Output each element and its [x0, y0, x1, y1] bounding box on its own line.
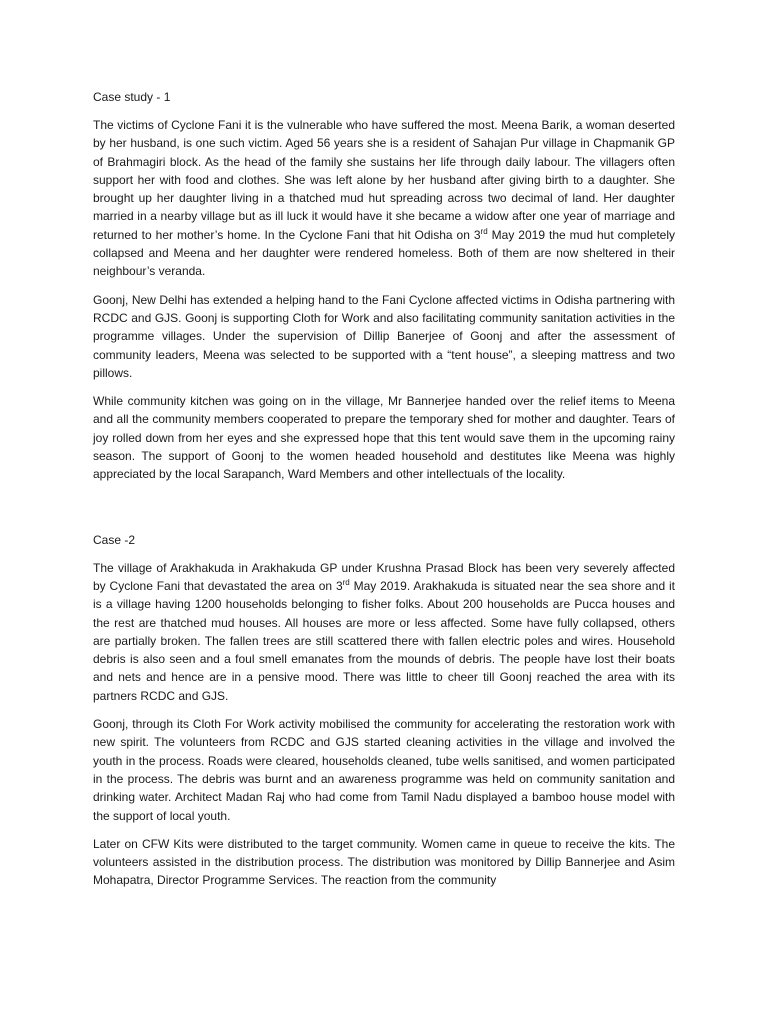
case-study-2-paragraph-1: [93, 559, 675, 705]
document-body: [93, 88, 675, 900]
case-study-2-ordinal-suffix: rd: [342, 577, 350, 587]
case-study-2-heading: Case -2: [93, 532, 136, 547]
case-study-2-paragraph-3: Later on CFW Kits were distributed to the target community. Women came in queue to receive the kits. The volunteers assisted in the distribution process. The distribution was monitored by Dillip Bannerjee and Asim Mohapatra, Director Programme Services. The reaction from the community: [93, 836, 675, 888]
case-study-1-paragraph-1-text-a: The victims of Cyclone Fani it is the vulnerable who have suffered the most. Meena Barik, a woman deserted by her husband, is one such victim. Aged 56 years she is a resident of Sahajan Pur village in Chapmanik GP of Brahmagiri block. As the head of the family she sustains her life through daily labour. The villagers often support her with food and clothes. She was left alone by her husband after giving birth to a daughter. She brought up her daughter living in a thatched mud hut spreading across two decimal of land. Her daughter married in a nearby village but as ill luck it would have it she became a widow after one year of marriage and returned to her mother’s home. In the Cyclone Fani that hit Odisha on 3: [93, 118, 675, 242]
case-study-1: [93, 88, 675, 484]
case-study-2-paragraph-1-text-b: May 2019. Arakhakuda is situated near the sea shore and it is a village having 1200 households belonging to fisher folks. About 200 households are Pucca houses and the rest are thatched mud houses. All houses are more or less affected. Some have fully collapsed, others are partially broken. The fallen trees are still scattered there with fallen electric poles and wires. Household debris is also seen and a foul smell emanates from the mounds of debris. The people have lost their boats and nets and hence are in a pensive mood. There was little to cheer till Goonj reached the area with its partners RCDC and GJS.: [93, 578, 675, 703]
case-study-1-ordinal-suffix: rd: [480, 226, 488, 236]
section-spacer: [93, 494, 675, 531]
case-study-2-paragraph-2: Goonj, through its Cloth For Work activity mobilised the community for accelerating the restoration work with new spirit. The volunteers from RCDC and GJS started cleaning activities in the village and involved the youth in the process. Roads were cleared, households cleaned, tube wells sanitised, and women participated in the process. The debris was burnt and an awareness programme was held on community sanitation and drinking water. Architect Madan Raj who had come from Tamil Nadu displayed a bamboo house model with the support of local youth.: [93, 717, 675, 823]
case-study-1-heading: Case study - 1: [93, 90, 171, 104]
case-study-1-paragraph-2: Goonj, New Delhi has extended a helping hand to the Fani Cyclone affected victims in Odisha partnering with RCDC and GJS. Goonj is supporting Cloth for Work and also facilitating community sanitation activities in the programme villages. Under the supervision of Dillip Banerjee of Goonj and after the assessment of community leaders, Meena was selected to be supported with a “tent house”, a sleeping mattress and two pillows.: [93, 292, 675, 380]
case-study-2-paragraph-1-text-a: The village of Arakhakuda in Arakhakuda GP under Krushna Prasad Block has been very severely affected by Cyclone Fani that devastated the area on 3: [93, 560, 675, 593]
case-study-2: [93, 531, 675, 890]
case-study-1-paragraph-1: [93, 116, 675, 281]
case-study-1-paragraph-3: While community kitchen was going on in the village, Mr Bannerjee handed over the relief items to Meena and all the community members cooperated to prepare the temporary shed for mother and daughter. Tears of joy rolled down from her eyes and she expressed hope that this tent would save them in the upcoming rainy season. The support of Goonj to the women headed household and destitutes like Meena was highly appreciated by the local Sarapanch, Ward Members and other intellectuals of the locality.: [93, 394, 675, 482]
case-study-1-paragraph-1-text-b: May 2019 the mud hut completely collapsed and Meena and her daughter were rendered homeless. Both of them are now sheltered in their neighbour’s veranda.: [93, 227, 675, 279]
